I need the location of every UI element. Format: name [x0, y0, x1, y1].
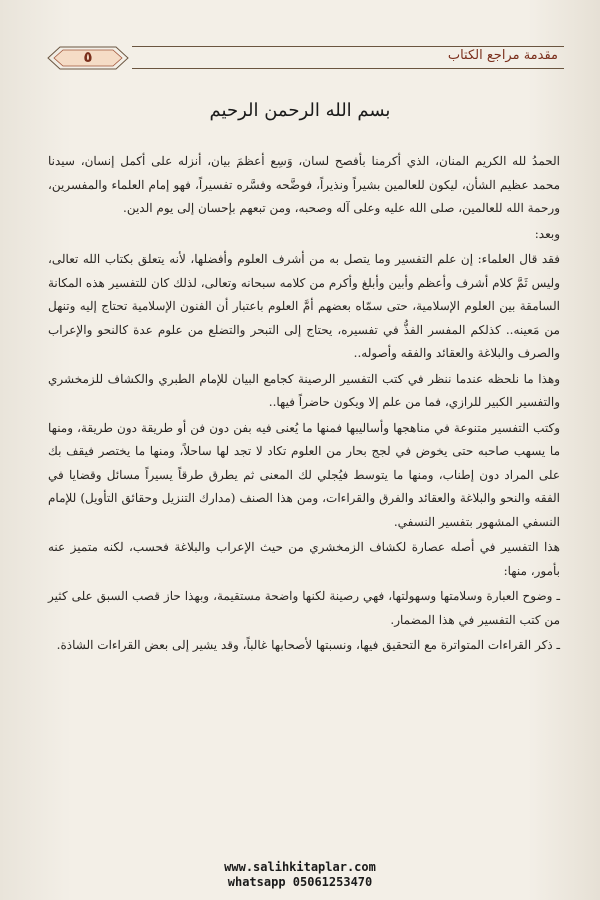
footer-whatsapp: whatsapp 05061253470	[227, 875, 373, 889]
header-title: مقدمة مراجع الكتاب	[447, 48, 558, 63]
paragraph-major-tafsirs: وهذا ما نلحظه عندما ننظر في كتب التفسير الرصينة كجامع البيان للإمام الطبري والكشاف للزمخشري والتفسير الكبير للرازي، فما من علم إلا ويكون حاضراً فيها..	[48, 371, 560, 409]
footer-watermark	[0, 860, 600, 890]
paragraph-wa-bad: وبعد:	[534, 226, 560, 241]
footer-website: www.salihkitaplar.com	[224, 860, 376, 874]
page-number: ٥	[83, 48, 93, 66]
paragraph-tafsir-importance: فقد قال العلماء: إن علم التفسير وما يتصل به من أشرف العلوم وأفضلها، لأنه يتعلق بكتاب الله تعالى، وليس ثَمَّ كلام أشرف وأعظم وأبين وأبلغ وأكرم من كلامه سبحانه وتعالى، لذلك كان للتفسير هذه المكانة السامقة بين العلوم الإسلامية، حتى سمّاه بعضهم أمَّ العلوم باعتبار أن الفنون الإسلامية تحتاج إليه وتنهل من مَعينه.. كذلكم المفسر الفذُّ في تفسيره، يحتاج إلى التبحر والتضلع من علوم عدة كالنحو والإعراب والصرف والبلاغة والعقائد والفقه وأصوله..	[48, 252, 560, 360]
body-text	[48, 150, 560, 660]
paragraph-praise: الحمدُ لله الكريم المنان، الذي أكرمنا بأفصح لسان، وَسِع أعظمَ بيان، أنزله على أكمل إنسان، سيدنا محمد عظيم الشأن، ليكون للعالمين بشيراً ونذيراً، فوضَّحه وفسَّره تفسيراً، فهو إمام العلماء والمفسرين، ورحمة الله للعالمين، صلى الله عليه وعلى آله وصحبه، ومن تبعهم بإحسان إلى يوم الدين.	[48, 154, 560, 215]
paragraph-tafsir-methods: وكتب التفسير متنوعة في مناهجها وأساليبها فمنها ما يُعنى فيه بفن دون فن أو طريقة دون طريقة، ومنها ما يسهب صاحبه حتى يخوض في لجج بحار من العلوم تكاد لا تجد لها ساحلاً، ومنها ما يختصر فيقف بك على المراد دون إطناب، ومنها ما يتوسط فيُجلي لك المعنى ثم يطرق طرقاً يسيراً مسائل وقضايا في الفقه والنحو والبلاغة والعقائد والفرق والقراءات، ومن هذا الصنف (مدارك التنزيل وحقائق التأويل) للإمام النسفي المشهور بتفسير النسفي.	[48, 420, 560, 529]
list-item-clarity: ـ وضوح العبارة وسلامتها وسهولتها، فهي رصينة لكنها واضحة مستقيمة، وبهذا حاز قصب السبق على كثير من كتب التفسير في هذا المضمار.	[48, 589, 560, 627]
list-item-qiraat: ـ ذكر القراءات المتواترة مع التحقيق فيها، ونسبتها لأصحابها غالباً، وقد يشير إلى بعض القراءات الشاذة.	[56, 638, 560, 652]
paragraph-nasafi-features-intro: هذا التفسير في أصله عصارة لكشاف الزمخشري من حيث الإعراب والبلاغة فحسب، لكنه متميز عنه بأمور، منها:	[48, 540, 560, 578]
running-header	[40, 44, 564, 74]
header-rule-top	[132, 46, 564, 47]
basmala-heading: بسم الله الرحمن الرحيم	[209, 100, 391, 121]
page-number-badge	[46, 45, 130, 71]
header-rule-bottom	[132, 68, 564, 69]
